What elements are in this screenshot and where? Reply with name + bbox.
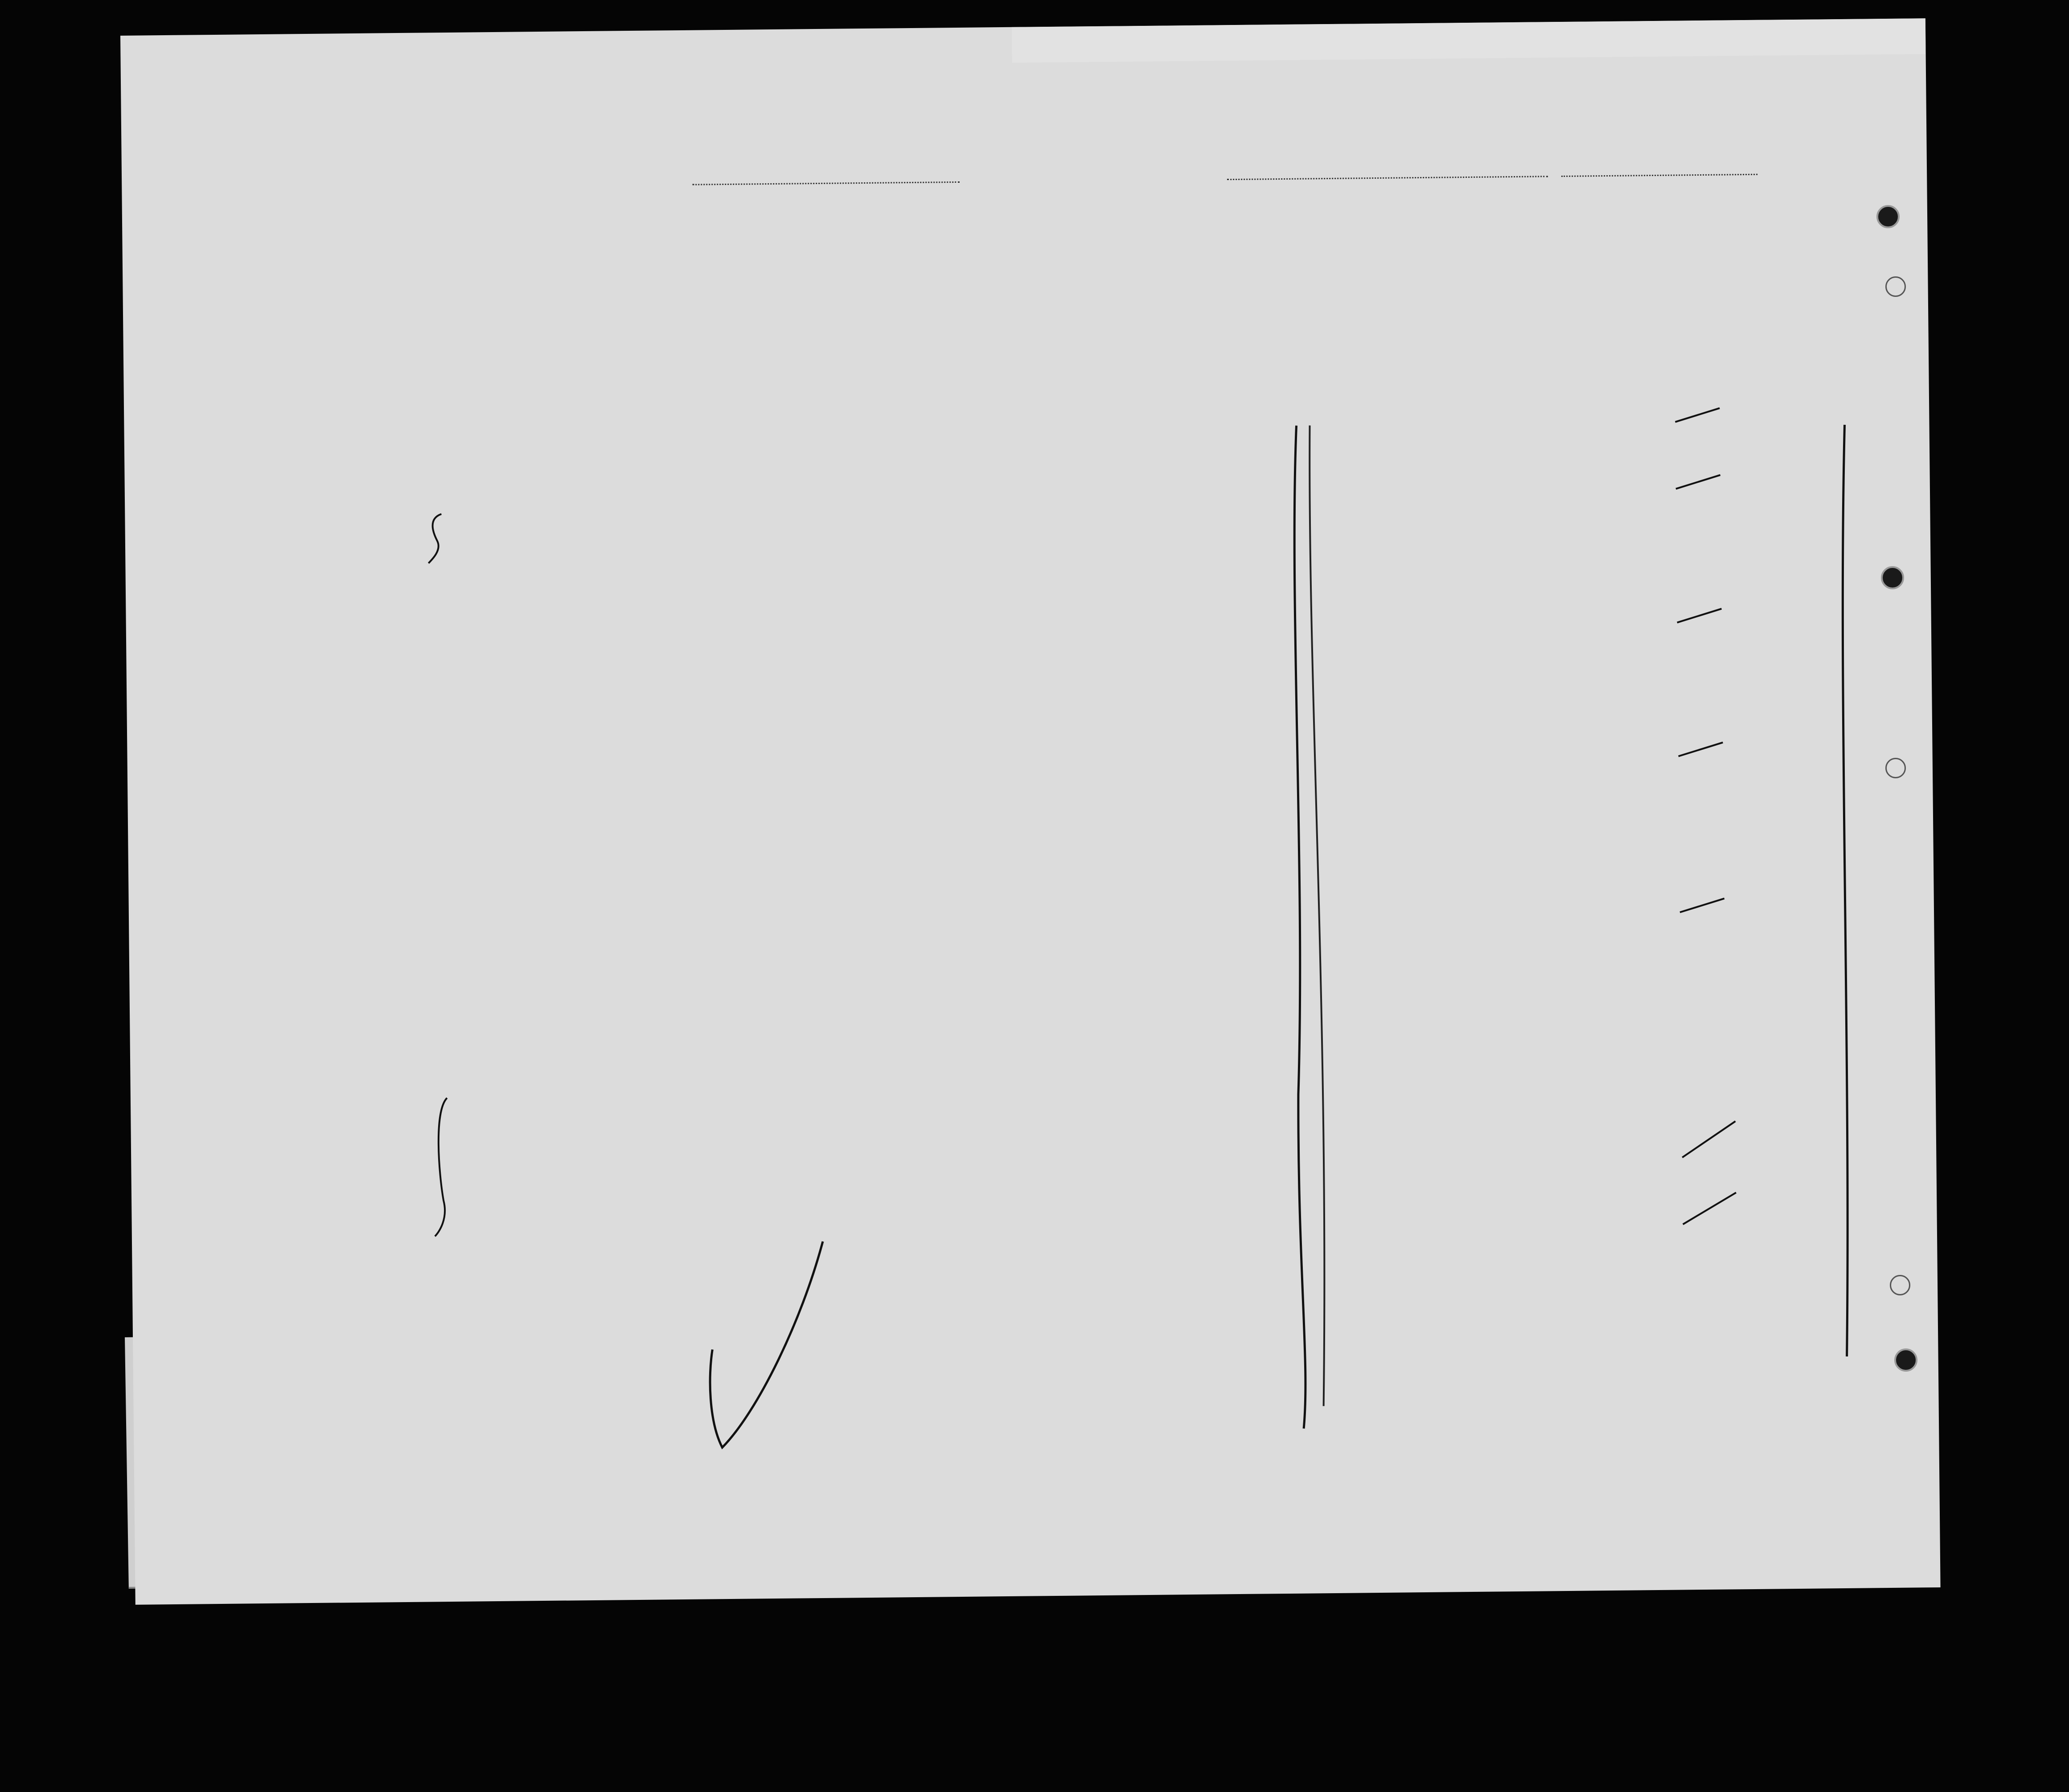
punch-hole [1885, 758, 1906, 778]
punch-hole [1890, 1275, 1910, 1295]
handwritten-marks [120, 18, 1941, 1605]
punch-hole [1881, 566, 1904, 589]
punch-hole [1876, 205, 1900, 228]
manifest-sheet [120, 18, 1941, 1605]
punch-hole [1894, 1348, 1917, 1372]
punch-hole [1885, 276, 1906, 297]
